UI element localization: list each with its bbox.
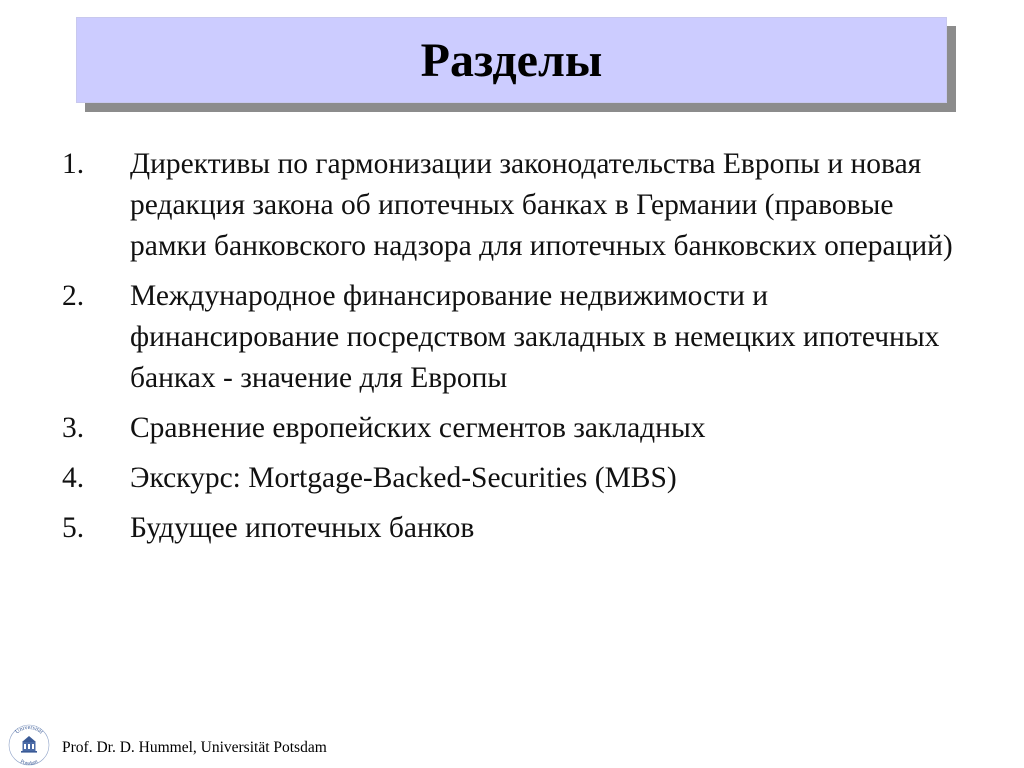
agenda-item-number: 5. [62, 512, 85, 544]
agenda-item [62, 508, 962, 549]
agenda-list [62, 144, 962, 558]
footer-credit: Prof. Dr. D. Hummel, Universität Potsdam [62, 739, 327, 756]
agenda-item [62, 144, 962, 267]
seal-text-top: Universität [14, 724, 44, 736]
agenda-item [62, 408, 962, 449]
slide-title: Разделы [420, 34, 603, 87]
agenda-item-number: 3. [62, 412, 85, 444]
agenda-item-number: 4. [62, 462, 85, 494]
agenda-item [62, 458, 962, 499]
agenda-item-text: Сравнение европейских сегментов закладных [130, 412, 706, 444]
title-box [76, 17, 947, 103]
agenda-item-text: Экскурс: Mortgage-Backed-Securities (MBS) [130, 462, 677, 494]
seal-building [21, 736, 37, 753]
agenda-item-text: Директивы по гармонизации законодательства Европы и новая редакция закона об ипотечных банках в Германии (правовые рамки банковского надзора для ипотечных банковских операций) [130, 148, 953, 262]
agenda-item-number: 1. [62, 148, 85, 180]
seal-text-bottom: Potsdam [19, 758, 39, 766]
agenda-item-text: Международное финансирование недвижимости и финансирование посредством закладных в немецких ипотечных банках - значение для Европы [130, 280, 940, 394]
agenda-item [62, 276, 962, 399]
agenda-item-number: 2. [62, 280, 85, 312]
university-seal-icon [4, 718, 54, 766]
agenda-item-text: Будущее ипотечных банков [130, 512, 475, 544]
